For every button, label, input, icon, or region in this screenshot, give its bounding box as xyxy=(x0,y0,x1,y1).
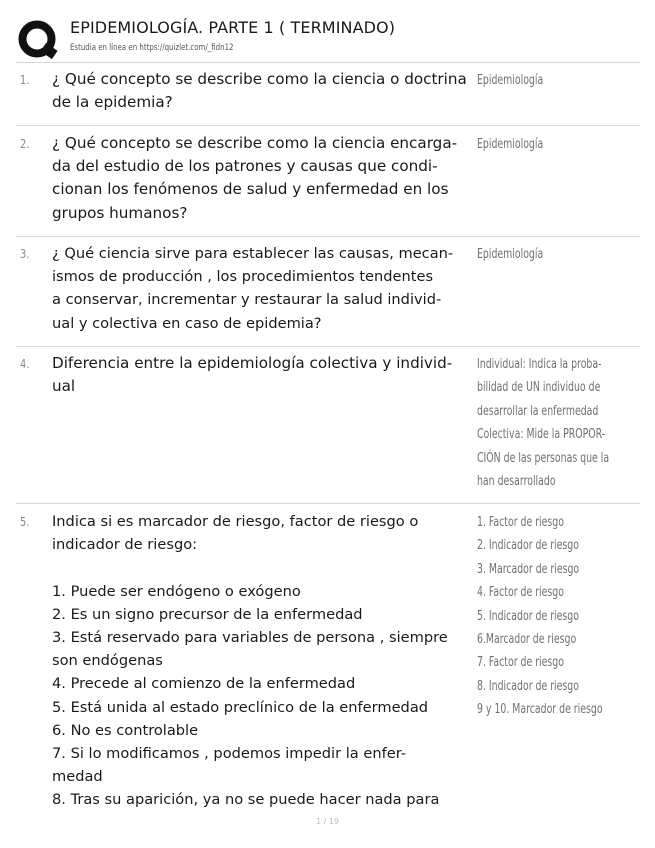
flashcard-5 xyxy=(16,510,640,810)
card-question: Indica si es marcador de riesgo, factor de riesgo o indicador de riesgo: 1. Puede ser endógeno o exógeno 2. Es un signo precursor de la enfermedad 3. Está reservado para variables de persona , siempre son endógenas 4. Precede al comienzo de la enfermedad 5. Está unida al estado preclínico de la enfermedad 6. No es controlable 7. Si lo modificamos , podemos impedir la enfer- medad 8. Tras su aparición, ya no se puede hacer nada para xyxy=(52,513,448,809)
card-answer: Epidemiología xyxy=(477,247,544,262)
flashcard-1 xyxy=(16,68,640,120)
divider xyxy=(16,236,640,237)
divider xyxy=(16,503,640,504)
card-answer: Individual: Indica la proba- bilidad de UN individuo de desarrollar la enfermedad Colectiva: Mide la PROPOR- CIÓN de las personas que la han desarrollado xyxy=(477,357,610,490)
flashcard-4 xyxy=(16,352,640,498)
page-subtitle: Estudia en línea en https://quizlet.com/_fidn12 xyxy=(70,43,234,53)
page-title: EPIDEMIOLOGÍA. PARTE 1 ( TERMINADO) xyxy=(70,18,396,37)
card-number: 1. xyxy=(20,73,30,87)
card-question: ¿ Qué concepto se describe como la ciencia o doctrina de la epidemia? xyxy=(52,70,467,112)
card-question: ¿ Qué ciencia sirve para establecer las causas, mecan- ismos de producción , los procedimientos tendentes a conservar, incrementar y restaurar la salud individ- ual y colectiva en caso de epidemia? xyxy=(52,245,454,332)
card-question: Diferencia entre la epidemiología colectiva y individ- ual xyxy=(52,354,453,396)
card-answer: Epidemiología xyxy=(477,73,544,88)
card-answer: 1. Factor de riesgo 2. Indicador de riesgo 3. Marcador de riesgo 4. Factor de riesgo 5. Indicador de riesgo 6.Marcador de riesgo 7. Factor de riesgo 8. Indicador de riesgo 9 y 10. Marcador de riesgo xyxy=(477,515,603,718)
flashcard-3 xyxy=(16,242,640,340)
card-number: 4. xyxy=(20,357,30,371)
card-number: 5. xyxy=(20,515,30,529)
divider xyxy=(16,62,640,63)
card-question: ¿ Qué concepto se describe como la ciencia encarga- da del estudio de los patrones y causas que condi- cionan los fenómenos de salud y enfermedad en los grupos humanos? xyxy=(52,134,458,222)
page-number: 1 / 19 xyxy=(315,817,340,826)
flashcard-2 xyxy=(16,132,640,230)
divider xyxy=(16,346,640,347)
divider xyxy=(16,125,640,126)
card-answer: Epidemiología xyxy=(477,137,544,152)
card-number: 2. xyxy=(20,137,30,151)
card-number: 3. xyxy=(20,247,30,261)
document-header xyxy=(18,16,640,60)
quizlet-logo-icon xyxy=(18,20,58,60)
